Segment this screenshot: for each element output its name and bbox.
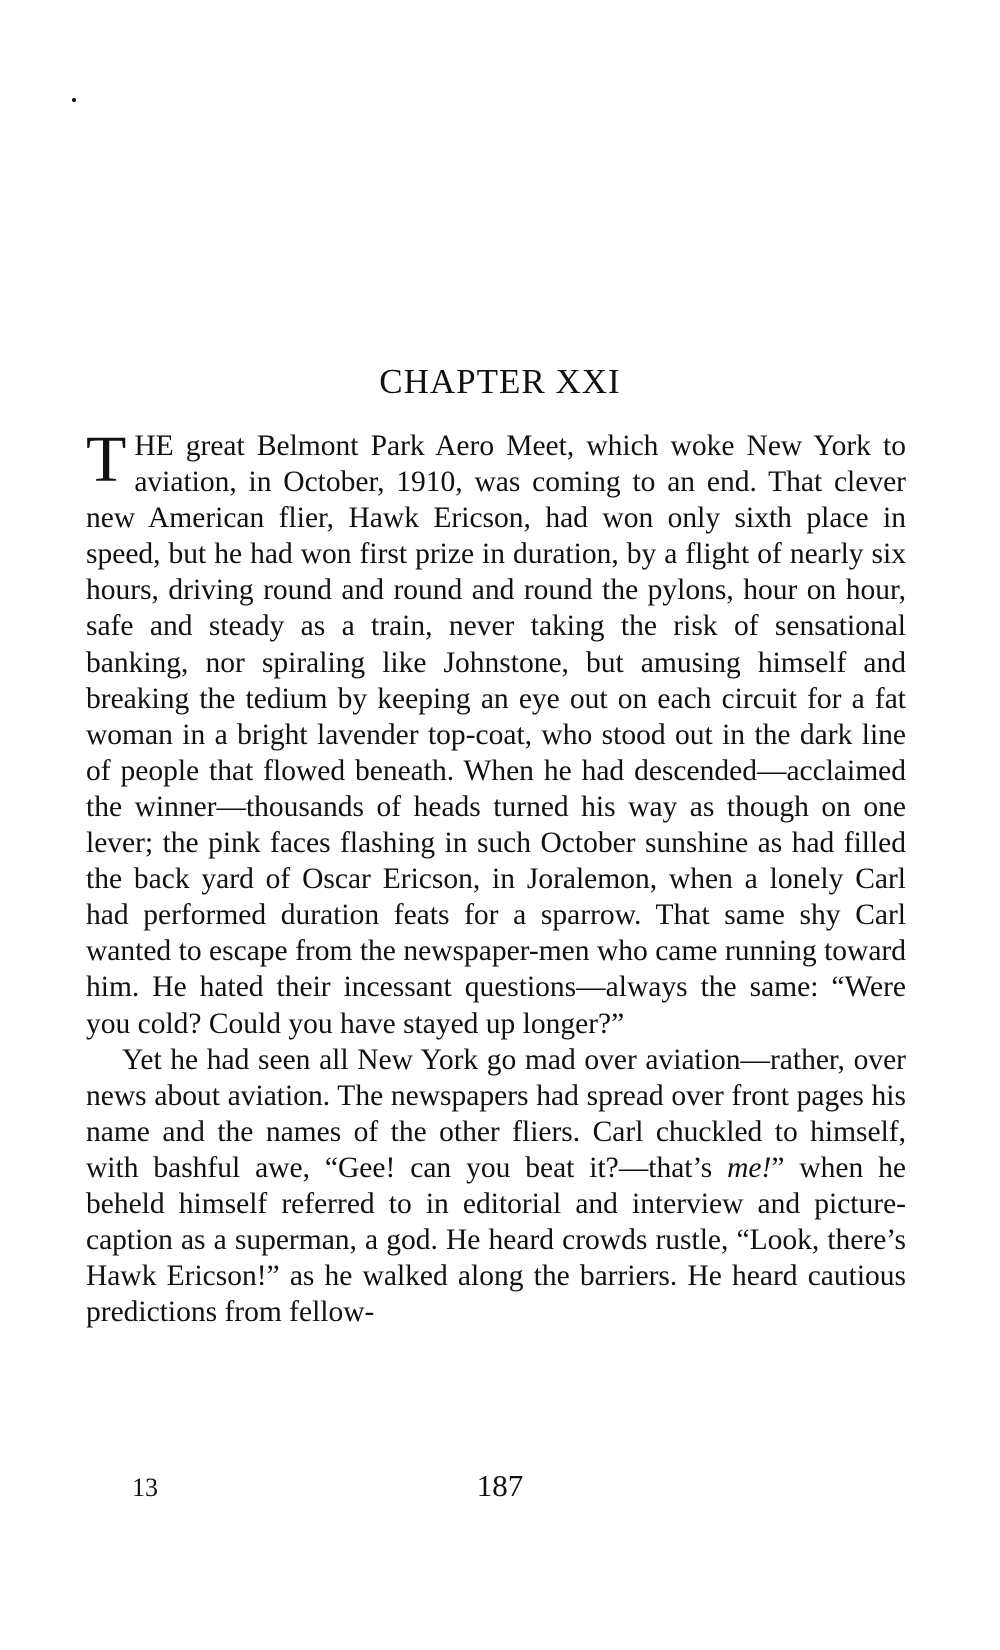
body-text — [86, 423, 906, 1330]
signature-mark: 13 — [132, 1473, 158, 1502]
paragraph-1 — [86, 423, 906, 1042]
paragraph-2-italic: me! — [727, 1151, 772, 1184]
page-number: 187 — [476, 1468, 524, 1503]
ink-speck — [72, 98, 76, 102]
drop-cap: T — [86, 423, 127, 496]
paragraph-2-text-start: Yet he had seen all New York go mad over aviation—rather, over news about aviation. The newspapers had spread over front pages his name and the names of the other fliers. Carl chuckled to himself, with bashful awe, “Gee! can you beat it?—that’s — [86, 1043, 906, 1184]
paragraph-2 — [86, 1042, 906, 1331]
paragraph-2-text-end: ” when he beheld himself referred to in editorial and interview and picture-caption as a superman, a god. He heard crowds rustle, “Look, there’s Hawk Ericson!” as he walked along the barriers. He heard cautious predictions from fellow- — [86, 1151, 906, 1329]
chapter-title: CHAPTER XXI — [379, 362, 621, 401]
paragraph-1-text: HE great Belmont Park Aero Meet, which woke New York to aviation, in October, 1910, was coming to an end. That clever new American flier, Hawk Ericson, had won only sixth place in speed, but he had won first prize in duration, by a flight of nearly six hours, driving round and round and round the pylons, hour on hour, safe and steady as a train, never taking the risk of sensational banking, nor spiraling like Johnstone, but amusing himself and breaking the tedium by keeping an eye out on each circuit for a fat woman in a bright lavender top-coat, who stood out in the dark line of people that flowed beneath. When he had descended—acclaimed the winner—thousands of heads turned his way as though on one lever; the pink faces flashing in such October sunshine as had filled the back yard of Oscar Ericson, in Joralemon, when a lonely Carl had performed duration feats for a sparrow. That same shy Carl wanted to escape from the newspaper-men who came running toward him. He hated their incessant questions—always the same: “Were you cold? Could you have stayed up longer?” — [86, 430, 906, 1040]
